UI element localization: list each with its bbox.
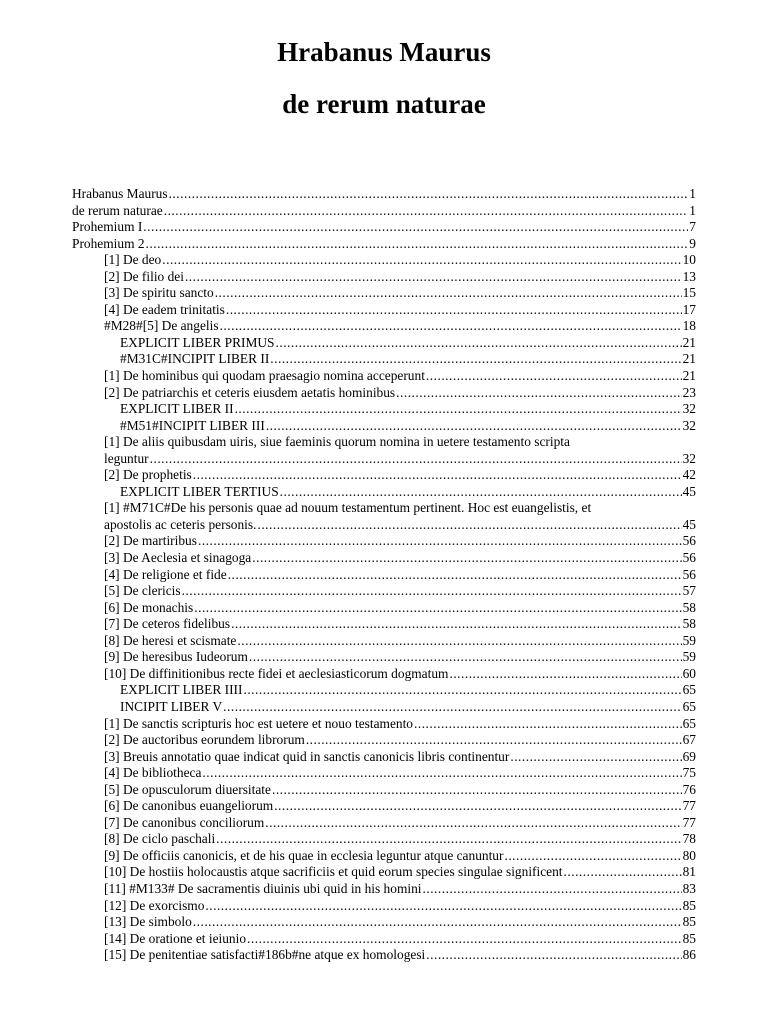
toc-entry-page-number: 85 <box>682 897 696 913</box>
toc-entry-label-line: [1] #M71C#De his personis quae ad nouum testamentum pertinent. Hoc est euangelistis, et <box>104 500 592 516</box>
toc-entry-label: [3] De Aeclesia et sinagoga <box>104 550 252 566</box>
toc-entry-page-number: 23 <box>682 384 696 400</box>
toc-entry-label: [2] De auctoribus eorundem librorum <box>104 732 305 748</box>
dot-leader <box>228 567 682 584</box>
toc-entry-row <box>104 583 696 600</box>
toc-entry-row <box>104 649 696 666</box>
toc-entry[interactable] <box>72 500 696 533</box>
toc-entry-label: [7] De canonibus conciliorum <box>104 814 265 830</box>
dot-leader <box>265 815 681 832</box>
toc-entry-row <box>120 682 696 699</box>
toc-entry-page-number: 77 <box>682 798 696 814</box>
toc-entry-label: [3] De spiritu sancto <box>104 285 214 301</box>
toc-entry[interactable] <box>72 798 696 815</box>
toc-entry-page-number: 56 <box>682 550 696 566</box>
toc-entry-label: [6] De canonibus euangeliorum <box>104 798 274 814</box>
toc-entry-row <box>104 633 696 650</box>
dot-leader <box>164 203 689 220</box>
toc-entry-label: apostolis ac ceteris personis. <box>104 516 257 532</box>
toc-entry-label: EXPLICIT LIBER IIII <box>120 682 243 698</box>
dot-leader <box>220 318 682 335</box>
toc-entry[interactable] <box>72 269 696 286</box>
toc-entry[interactable] <box>72 716 696 733</box>
toc-entry[interactable] <box>72 335 696 352</box>
toc-entry-page-number: 58 <box>682 599 696 615</box>
dot-leader <box>423 881 682 898</box>
toc-entry-page-number: 58 <box>682 616 696 632</box>
toc-entry[interactable] <box>72 864 696 881</box>
dot-leader <box>564 864 682 881</box>
toc-entry-label: [1] De sanctis scripturis hoc est uetere et nouo testamento <box>104 715 414 731</box>
toc-entry[interactable] <box>72 600 696 617</box>
toc-entry[interactable] <box>72 815 696 832</box>
dot-leader <box>198 533 682 550</box>
dot-leader <box>249 649 682 666</box>
toc-entry-page-number: 81 <box>682 864 696 880</box>
dot-leader <box>272 782 682 799</box>
toc-entry[interactable] <box>72 732 696 749</box>
toc-entry-label: [2] De prophetis <box>104 467 192 483</box>
toc-entry-page-number: 21 <box>682 351 696 367</box>
toc-entry-page-number: 7 <box>689 219 696 235</box>
toc-entry-label: [9] De heresibus Iudeorum <box>104 649 248 665</box>
toc-entry-label: [2] De filio dei <box>104 268 184 284</box>
toc-entry-label: [10] De diffinitionibus recte fidei et aeclesiasticorum dogmatum <box>104 665 449 681</box>
dot-leader <box>270 351 681 368</box>
toc-entry[interactable] <box>72 203 696 220</box>
toc-entry-page-number: 67 <box>682 732 696 748</box>
toc-entry-row <box>104 302 696 319</box>
toc-entry-label: EXPLICIT LIBER II <box>120 401 234 417</box>
dot-leader <box>276 335 682 352</box>
toc-entry-row <box>104 815 696 832</box>
toc-entry-page-number: 18 <box>682 318 696 334</box>
toc-entry-page-number: 65 <box>682 715 696 731</box>
toc-entry-row <box>104 567 696 584</box>
toc-entry-page-number: 77 <box>682 814 696 830</box>
toc-entry[interactable] <box>72 351 696 368</box>
toc-entry-page-number: 21 <box>682 334 696 350</box>
toc-entry-label: #M28#[5] De angelis <box>104 318 219 334</box>
toc-entry[interactable] <box>72 186 696 203</box>
toc-entry[interactable] <box>72 385 696 402</box>
dot-leader <box>306 732 682 749</box>
toc-entry-label-line: [1] De aliis quibusdam uiris, siue faeminis quorum nomina in uetere testamento scripta <box>104 434 570 450</box>
toc-entry-page-number: 32 <box>682 401 696 417</box>
dot-leader <box>194 600 681 617</box>
toc-entry[interactable] <box>72 633 696 650</box>
dot-leader <box>426 368 682 385</box>
toc-entry-label: de rerum naturae <box>72 202 163 218</box>
toc-entry-row <box>104 931 696 948</box>
toc-entry-row <box>120 484 696 501</box>
toc-entry-label: [1] De deo <box>104 252 162 268</box>
toc-entry[interactable] <box>72 434 696 467</box>
toc-entry-row <box>104 749 696 766</box>
toc-entry-page-number: 32 <box>682 417 696 433</box>
toc-entry-page-number: 65 <box>682 682 696 698</box>
dot-leader <box>143 219 688 236</box>
toc-entry[interactable] <box>72 782 696 799</box>
toc-entry[interactable] <box>72 484 696 501</box>
dot-leader <box>237 633 681 650</box>
toc-entry-row <box>120 401 696 418</box>
dot-leader <box>193 467 682 484</box>
toc-entry-page-number: 60 <box>682 665 696 681</box>
dot-leader <box>231 616 682 633</box>
toc-entry-row <box>104 550 696 567</box>
toc-entry-label: EXPLICIT LIBER PRIMUS <box>120 334 275 350</box>
toc-entry-row <box>104 782 696 799</box>
toc-entry-row <box>104 864 696 881</box>
dot-leader <box>257 517 681 534</box>
toc-entry-row <box>104 881 696 898</box>
toc-entry-label: Prohemium I <box>72 219 143 235</box>
toc-entry-row <box>104 666 696 683</box>
table-of-contents <box>72 186 696 964</box>
toc-entry[interactable] <box>72 616 696 633</box>
toc-entry-label: [9] De officiis canonicis, et de his quae in ecclesia leguntur atque canuntur <box>104 847 504 863</box>
toc-entry[interactable] <box>72 219 696 236</box>
toc-entry-label: #M31C#INCIPIT LIBER II <box>120 351 270 367</box>
dot-leader <box>266 418 682 435</box>
toc-entry-label: [15] De penitentiae satisfacti#186b#ne atque ex homologesi <box>104 947 426 963</box>
toc-entry-page-number: 83 <box>682 880 696 896</box>
dot-leader <box>252 550 681 567</box>
toc-entry-page-number: 1 <box>689 202 696 218</box>
toc-entry-label: [2] De martiribus <box>104 533 197 549</box>
dot-leader <box>235 401 682 418</box>
toc-entry-label: INCIPIT LIBER V <box>120 698 223 714</box>
dot-leader <box>169 186 689 203</box>
toc-entry-page-number: 45 <box>682 516 696 532</box>
toc-entry-page-number: 69 <box>682 748 696 764</box>
toc-entry-page-number: 45 <box>682 483 696 499</box>
toc-entry[interactable] <box>72 302 696 319</box>
toc-entry-row <box>120 351 696 368</box>
toc-entry-page-number: 56 <box>682 566 696 582</box>
toc-entry-page-number: 65 <box>682 698 696 714</box>
toc-entry-page-number: 80 <box>682 847 696 863</box>
dot-leader <box>216 831 681 848</box>
dot-leader <box>504 848 681 865</box>
toc-entry-row <box>104 269 696 286</box>
toc-entry[interactable] <box>72 831 696 848</box>
dot-leader <box>226 302 682 319</box>
toc-entry-page-number: 17 <box>682 301 696 317</box>
toc-entry[interactable] <box>72 765 696 782</box>
toc-entry-row <box>104 848 696 865</box>
dot-leader <box>150 451 682 468</box>
toc-entry[interactable] <box>72 252 696 269</box>
toc-entry-page-number: 59 <box>682 649 696 665</box>
toc-entry-page-number: 57 <box>682 583 696 599</box>
toc-entry-row <box>104 517 696 534</box>
toc-entry-row <box>104 285 696 302</box>
toc-entry-row <box>72 236 696 253</box>
dot-leader <box>243 682 681 699</box>
toc-entry[interactable] <box>72 848 696 865</box>
dot-leader <box>280 484 682 501</box>
toc-entry-row <box>104 252 696 269</box>
toc-entry-row <box>104 385 696 402</box>
dot-leader <box>162 252 681 269</box>
toc-entry[interactable] <box>72 649 696 666</box>
dot-leader <box>414 716 682 733</box>
dot-leader <box>396 385 681 402</box>
toc-entry-page-number: 21 <box>682 368 696 384</box>
toc-entry-row <box>120 699 696 716</box>
toc-entry-label: [13] De simbolo <box>104 914 192 930</box>
toc-entry-row <box>120 335 696 352</box>
toc-entry-label: #M51#INCIPIT LIBER III <box>120 417 265 433</box>
toc-entry-label: [4] De bibliotheca <box>104 765 202 781</box>
toc-entry-row <box>72 203 696 220</box>
toc-entry[interactable] <box>72 749 696 766</box>
toc-entry[interactable] <box>72 947 696 964</box>
dot-leader <box>202 765 681 782</box>
dot-leader <box>247 931 682 948</box>
toc-entry-row <box>104 716 696 733</box>
dot-leader <box>193 914 682 931</box>
toc-entry-row <box>104 467 696 484</box>
toc-entry[interactable] <box>72 666 696 683</box>
toc-entry-row <box>72 219 696 236</box>
toc-entry-row <box>104 616 696 633</box>
toc-entry[interactable] <box>72 467 696 484</box>
toc-entry[interactable] <box>72 881 696 898</box>
toc-entry[interactable] <box>72 699 696 716</box>
dot-leader <box>185 269 682 286</box>
toc-entry-label: [6] De monachis <box>104 599 194 615</box>
toc-entry[interactable] <box>72 914 696 931</box>
toc-entry-label: [12] De exorcismo <box>104 897 205 913</box>
toc-entry-page-number: 1 <box>689 186 696 201</box>
toc-entry-label: leguntur <box>104 450 149 466</box>
toc-entry-label: [5] De clericis <box>104 583 181 599</box>
toc-entry-label: [10] De hostiis holocaustis atque sacrificiis et quid eorum species singulae significent <box>104 864 563 880</box>
toc-entry-row <box>120 418 696 435</box>
toc-entry-page-number: 85 <box>682 914 696 930</box>
toc-entry[interactable] <box>72 567 696 584</box>
toc-entry-label: [4] De religione et fide <box>104 566 227 582</box>
toc-entry-label: [5] De opusculorum diuersitate <box>104 781 271 797</box>
dot-leader <box>146 236 689 253</box>
toc-entry[interactable] <box>72 533 696 550</box>
toc-entry-row <box>104 798 696 815</box>
toc-entry-row <box>104 765 696 782</box>
dot-leader <box>449 666 681 683</box>
dot-leader <box>182 583 682 600</box>
toc-entry-page-number: 9 <box>689 235 696 251</box>
toc-entry-row <box>104 898 696 915</box>
toc-entry[interactable] <box>72 898 696 915</box>
document-title: Hrabanus Maurus <box>277 37 491 67</box>
toc-entry[interactable] <box>72 318 696 335</box>
toc-entry-page-number: 86 <box>682 947 696 963</box>
document-subtitle: de rerum naturae <box>282 89 486 119</box>
toc-entry-label: [1] De hominibus qui quodam praesagio nomina acceperunt <box>104 368 425 384</box>
toc-entry-label: [11] #M133# De sacramentis diuinis ubi quid in his homini <box>104 880 422 896</box>
toc-entry[interactable] <box>72 682 696 699</box>
toc-entry-label: [3] Breuis annotatio quae indicat quid in sanctis canonicis libris continentur <box>104 748 510 764</box>
dot-leader <box>205 898 681 915</box>
toc-entry-page-number: 42 <box>682 467 696 483</box>
toc-entry-row <box>104 914 696 931</box>
toc-entry[interactable] <box>72 550 696 567</box>
toc-entry[interactable] <box>72 931 696 948</box>
toc-entry-page-number: 75 <box>682 765 696 781</box>
toc-entry-row <box>104 947 696 964</box>
toc-entry-label: [7] De ceteros fidelibus <box>104 616 231 632</box>
toc-entry[interactable] <box>72 368 696 385</box>
toc-entry-label: [4] De eadem trinitatis <box>104 301 225 317</box>
toc-entry-label: Hrabanus Maurus <box>72 186 168 201</box>
toc-entry-page-number: 32 <box>682 450 696 466</box>
toc-entry-row <box>104 600 696 617</box>
toc-entry-page-number: 13 <box>682 268 696 284</box>
toc-entry-label: [14] De oratione et ieiunio <box>104 930 247 946</box>
toc-entry-label: Prohemium 2 <box>72 235 145 251</box>
toc-entry[interactable] <box>72 401 696 418</box>
dot-leader <box>274 798 681 815</box>
dot-leader <box>510 749 681 766</box>
toc-entry[interactable] <box>72 236 696 253</box>
dot-leader <box>223 699 681 716</box>
toc-entry-row <box>104 533 696 550</box>
toc-entry-row <box>104 368 696 385</box>
dot-leader <box>426 947 681 964</box>
toc-entry[interactable] <box>72 285 696 302</box>
toc-entry-page-number: 56 <box>682 533 696 549</box>
toc-entry-label: EXPLICIT LIBER TERTIUS <box>120 483 279 499</box>
toc-entry-label: [2] De patriarchis et ceteris eiusdem aetatis hominibus <box>104 384 396 400</box>
toc-entry-row <box>104 732 696 749</box>
toc-entry-row <box>104 451 696 468</box>
toc-entry-label: [8] De heresi et scismate <box>104 632 237 648</box>
toc-entry-page-number: 59 <box>682 632 696 648</box>
toc-entry-page-number: 76 <box>682 781 696 797</box>
dot-leader <box>215 285 682 302</box>
toc-entry[interactable] <box>72 583 696 600</box>
toc-entry[interactable] <box>72 418 696 435</box>
toc-entry-page-number: 85 <box>682 930 696 946</box>
toc-entry-page-number: 15 <box>682 285 696 301</box>
toc-entry-row <box>72 186 696 203</box>
toc-entry-page-number: 10 <box>682 252 696 268</box>
toc-entry-label: [8] De ciclo paschali <box>104 831 216 847</box>
toc-entry-row <box>104 318 696 335</box>
toc-entry-row <box>104 831 696 848</box>
toc-entry-page-number: 78 <box>682 831 696 847</box>
